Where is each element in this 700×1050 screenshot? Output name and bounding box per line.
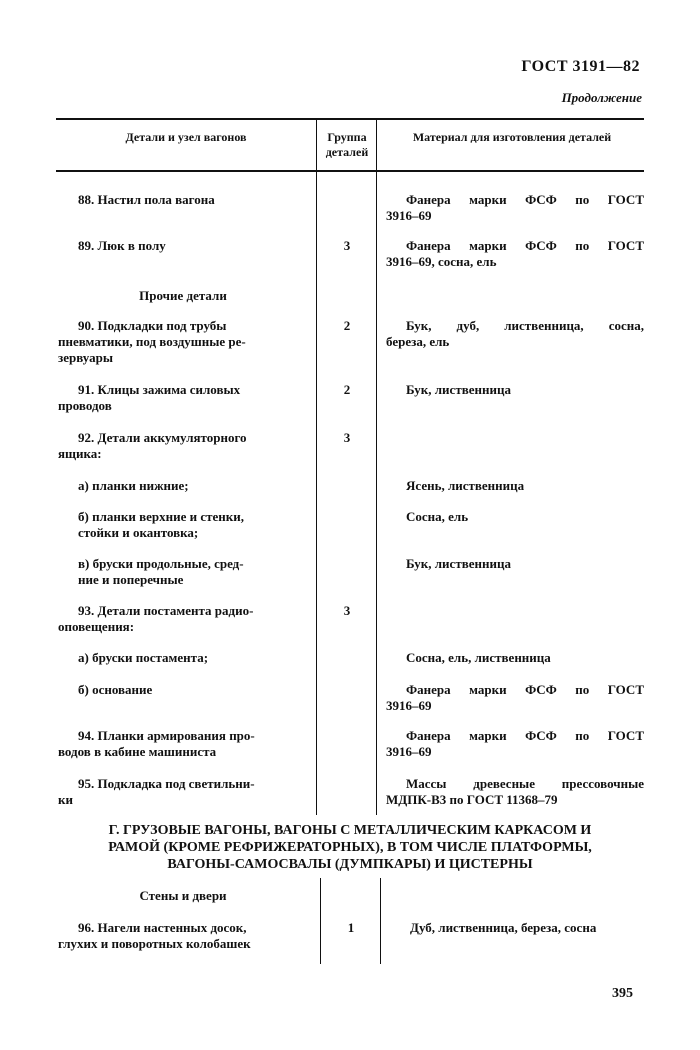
table-row-material: Сосна, ель, лиственница bbox=[406, 650, 551, 665]
table-row-part: проводов bbox=[58, 398, 112, 413]
column-divider-2 bbox=[376, 118, 377, 815]
table-row-part: 89. Люк в полу bbox=[78, 238, 166, 253]
section-g-title-line: ВАГОНЫ-САМОСВАЛЫ (ДУМПКАРЫ) И ЦИСТЕРНЫ bbox=[167, 857, 533, 872]
table-row-material: береза, ель bbox=[386, 334, 450, 349]
table-row-part: а) планки нижние; bbox=[78, 478, 189, 493]
table-row-part: 95. Подкладка под светильни- bbox=[78, 776, 255, 791]
table-row-part: 91. Клицы зажима силовых bbox=[78, 382, 241, 397]
page-number: 395 bbox=[612, 986, 633, 1001]
table-row-material: 3916–69, сосна, ель bbox=[386, 254, 497, 269]
table-row-material: Фанера марки ФСФ по ГОСТ bbox=[406, 682, 644, 697]
subsection-heading: Стены и двери bbox=[139, 888, 227, 903]
table-row-material: 3916–69 bbox=[386, 744, 432, 759]
table-row-part: 96. Нагели настенных досок, bbox=[78, 920, 247, 935]
table-row-part: 94. Планки армирования про- bbox=[78, 728, 255, 743]
section-g-title-line: РАМОЙ (КРОМЕ РЕФРИЖЕРАТОРНЫХ), В ТОМ ЧИСЛЕ ПЛАТФОРМЫ, bbox=[108, 840, 592, 855]
table-row-part: ки bbox=[58, 792, 73, 807]
table-row-part: ние и поперечные bbox=[78, 572, 184, 587]
table-row-part: оповещения: bbox=[58, 619, 135, 634]
table-row-part: 88. Настил пола вагона bbox=[78, 192, 215, 207]
table-row-material: Дуб, лиственница, береза, сосна bbox=[410, 920, 597, 935]
table-row-part: а) бруски постамента; bbox=[78, 650, 209, 665]
section-heading: Прочие детали bbox=[139, 288, 227, 303]
table-row-part: пневматики, под воздушные ре- bbox=[58, 334, 246, 349]
table-row-group: 1 bbox=[347, 920, 355, 935]
table-row-material: 3916–69 bbox=[386, 208, 432, 223]
table-row-part: б) основание bbox=[78, 682, 153, 697]
table-row-group: 3 bbox=[343, 238, 351, 253]
column-header-group: Группа деталей bbox=[325, 130, 369, 159]
table-row-group: 3 bbox=[343, 430, 351, 445]
column-header-material: Материал для изготовления деталей bbox=[412, 130, 612, 144]
table-row-part: в) бруски продольные, сред- bbox=[78, 556, 244, 571]
standard-number: ГОСТ 3191—82 bbox=[521, 58, 640, 75]
table-row-material: МДПК-В3 по ГОСТ 11368–79 bbox=[386, 792, 558, 807]
continuation-label: Продолжение bbox=[561, 90, 642, 105]
column-header-parts: Детали и узел вагонов bbox=[125, 130, 247, 144]
column-divider-2b bbox=[380, 878, 381, 964]
table-row-material: 3916–69 bbox=[386, 698, 432, 713]
column-divider-1 bbox=[316, 118, 317, 815]
table-row-group: 2 bbox=[343, 382, 351, 397]
table-row-part: 90. Подкладки под трубы bbox=[78, 318, 227, 333]
table-row-material: Бук, лиственница bbox=[406, 556, 511, 571]
table-row-part: глухих и поворотных колобашек bbox=[58, 936, 251, 951]
table-row-part: б) планки верхние и стенки, bbox=[78, 509, 244, 524]
table-row-part: ящика: bbox=[58, 446, 102, 461]
table-row-material: Бук, лиственница bbox=[406, 382, 511, 397]
table-header-rule bbox=[56, 170, 644, 172]
table-row-material: Ясень, лиственница bbox=[406, 478, 525, 493]
table-row-material: Сосна, ель bbox=[406, 509, 469, 524]
table-row-part: зервуары bbox=[58, 350, 114, 365]
table-row-part: водов в кабине машиниста bbox=[58, 744, 217, 759]
section-g-title-line: Г. ГРУЗОВЫЕ ВАГОНЫ, ВАГОНЫ С МЕТАЛЛИЧЕСКИМ КАРКАСОМ И bbox=[108, 823, 592, 838]
table-row-group: 3 bbox=[343, 603, 351, 618]
table-row-material: Массы древесные прессовочные bbox=[406, 776, 644, 791]
table-row-material: Фанера марки ФСФ по ГОСТ bbox=[406, 192, 644, 207]
table-row-material: Фанера марки ФСФ по ГОСТ bbox=[406, 238, 644, 253]
table-row-part: 93. Детали постамента радио- bbox=[78, 603, 254, 618]
table-top-rule bbox=[56, 118, 644, 120]
table-row-group: 2 bbox=[343, 318, 351, 333]
table-row-material: Фанера марки ФСФ по ГОСТ bbox=[406, 728, 644, 743]
table-row-part: стойки и окантовка; bbox=[78, 525, 199, 540]
table-row-part: 92. Детали аккумуляторного bbox=[78, 430, 247, 445]
table-row-material: Бук, дуб, лиственница, сосна, bbox=[406, 318, 644, 333]
